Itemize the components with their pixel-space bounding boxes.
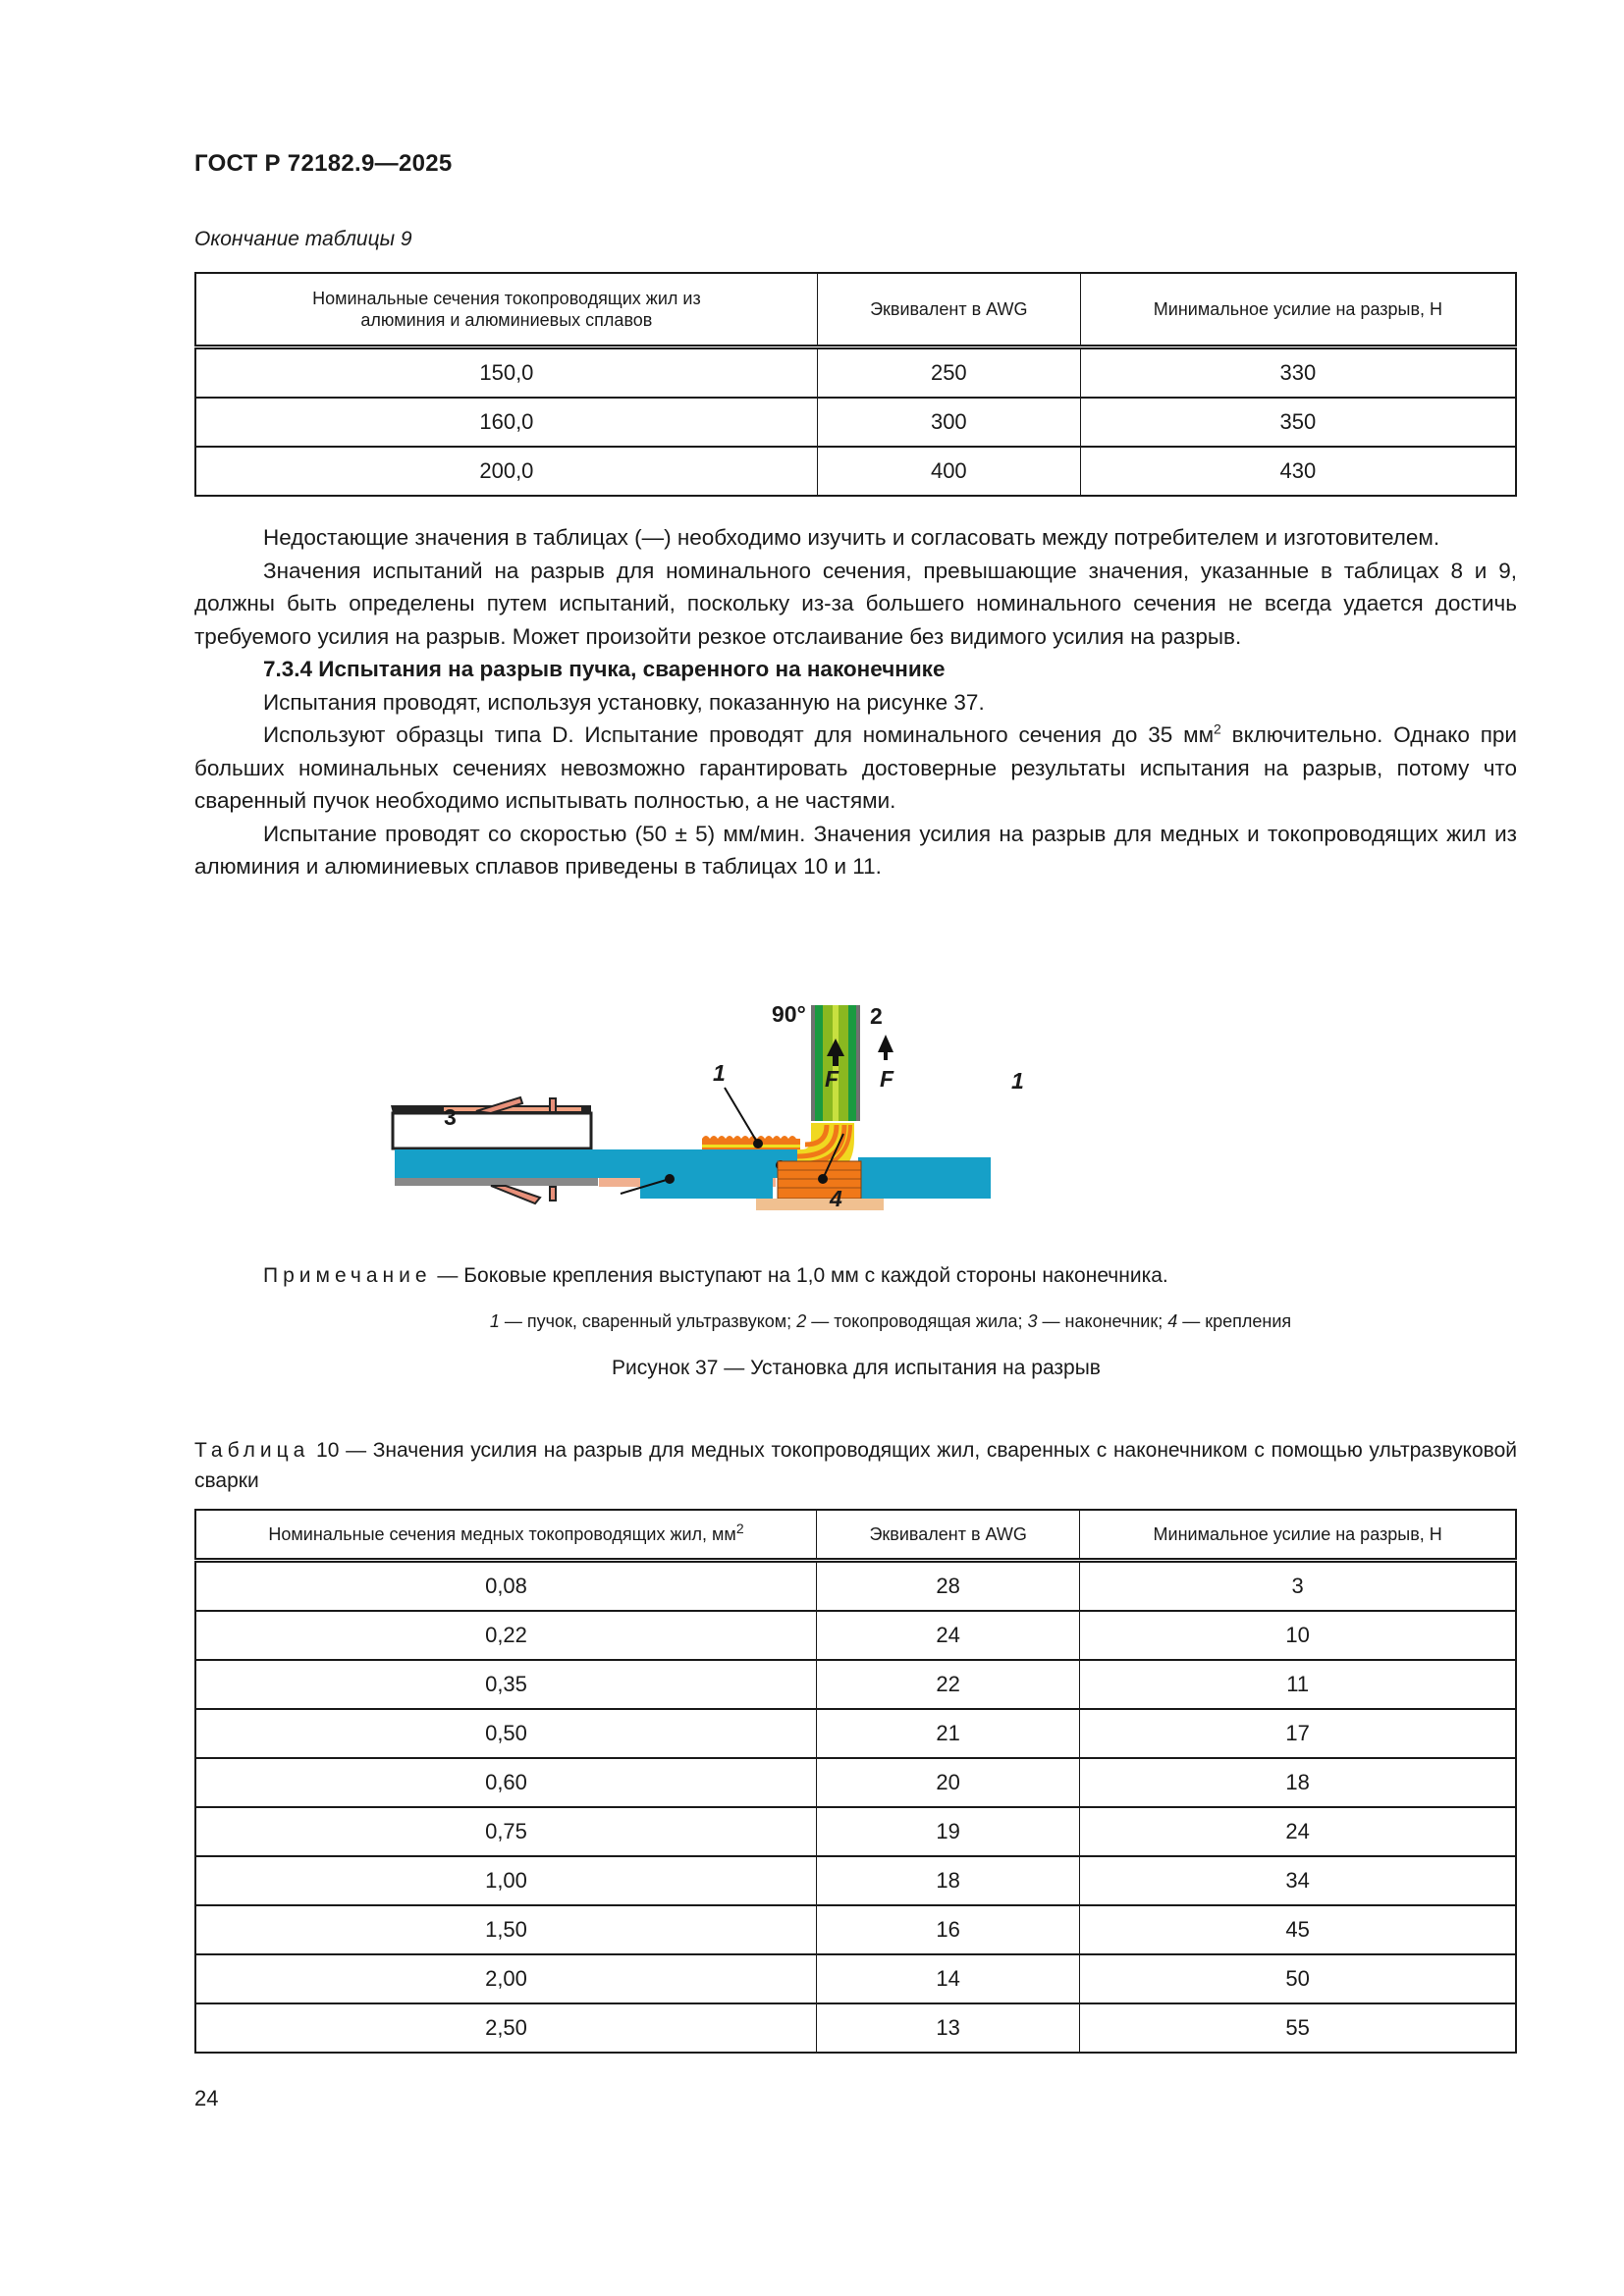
body-text — [194, 521, 1517, 883]
cell-force: 55 — [1080, 2003, 1516, 2053]
cell-force: 34 — [1080, 1856, 1516, 1905]
table-row — [195, 1561, 1516, 1612]
cell-section: 2,50 — [195, 2003, 817, 2053]
cell-force: 45 — [1080, 1905, 1516, 1954]
table-10 — [194, 1509, 1517, 2054]
table-title-text: 10 — Значения усилия на разрыв для медных токопроводящих жил, сваренных с наконечником с помощью ультразвуковой сварки — [194, 1439, 1517, 1492]
cell-awg: 13 — [817, 2003, 1080, 2053]
label-1-right: 1 — [1011, 1068, 1024, 1094]
legend-num: 4 — [1167, 1311, 1178, 1331]
label-4: 4 — [830, 1186, 842, 1211]
paragraph: Испытание проводят со скоростью (50 ± 5) мм/мин. Значения усилия на разрыв для медных и токопроводящих жил из алюминия и алюминиевых сплавов приведены в таблицах 10 и 11. — [194, 821, 1517, 879]
legend-text: — крепления — [1177, 1311, 1292, 1331]
table-row — [195, 1954, 1516, 2003]
column-header-section — [195, 273, 817, 347]
cell-section: 0,22 — [195, 1611, 817, 1660]
welded-bundle — [702, 1139, 800, 1149]
force-label: F — [825, 1066, 839, 1092]
table-title-label: Таблица — [194, 1439, 310, 1462]
angle-label: 90° — [772, 1001, 806, 1027]
force-label-right: F — [880, 1066, 894, 1092]
cell-awg: 24 — [817, 1611, 1080, 1660]
legend-text: — пучок, сваренный ультразвуком; — [499, 1311, 797, 1331]
cell-section: 1,00 — [195, 1856, 817, 1905]
column-header-awg: Эквивалент в AWG — [817, 1510, 1080, 1561]
terminal-bar-left — [640, 1157, 773, 1199]
column-header-force: Минимальное усилие на разрыв, Н — [1080, 273, 1516, 347]
cell-section: 160,0 — [195, 398, 817, 447]
cell-awg: 16 — [817, 1905, 1080, 1954]
cell-awg: 18 — [817, 1856, 1080, 1905]
cell-force: 350 — [1080, 398, 1516, 447]
cell-section: 0,75 — [195, 1807, 817, 1856]
cell-awg: 21 — [817, 1709, 1080, 1758]
cell-section: 1,50 — [195, 1905, 817, 1954]
cell-force: 430 — [1080, 447, 1516, 496]
cell-awg: 22 — [817, 1660, 1080, 1709]
cell-section: 0,35 — [195, 1660, 817, 1709]
paragraph-text: Используют образцы типа D. Испытание проводят для номинального сечения до 35 мм — [263, 722, 1215, 747]
cell-section: 150,0 — [195, 347, 817, 399]
section-heading: 7.3.4 Испытания на разрыв пучка, сваренного на наконечнике — [263, 657, 946, 681]
cell-section: 0,50 — [195, 1709, 817, 1758]
table-row — [195, 347, 1516, 399]
table-row — [195, 1660, 1516, 1709]
legend-text: — токопроводящая жила; — [806, 1311, 1028, 1331]
table-row — [195, 447, 1516, 496]
table-row — [195, 1709, 1516, 1758]
paragraph: Недостающие значения в таблицах (—) необходимо изучить и согласовать между потребителем и изготовителем. — [263, 525, 1440, 550]
force-arrow-icon — [878, 1035, 893, 1060]
cell-force: 18 — [1080, 1758, 1516, 1807]
table-header-row — [195, 1510, 1516, 1561]
cell-force: 24 — [1080, 1807, 1516, 1856]
cell-section: 0,60 — [195, 1758, 817, 1807]
cell-awg: 14 — [817, 1954, 1080, 2003]
cell-section: 200,0 — [195, 447, 817, 496]
column-header-text: Номинальные сечения токопроводящих жил из алюминия и алюминиевых сплавов — [312, 289, 701, 330]
note-text: — Боковые крепления выступают на 1,0 мм с каждой стороны наконечника. — [431, 1264, 1168, 1287]
paragraph: Значения испытаний на разрыв для номинального сечения, превышающие значения, указанные в таблицах 8 и 9, должны быть определены путем испытаний, поскольку из-за большего номинального сечения не всегда удается достичь требуемого усилия на разрыв. Может произойти резкое отслаивание без видимого усилия на разрыв. — [194, 558, 1517, 649]
label-1: 1 — [713, 1060, 726, 1086]
cell-awg: 20 — [817, 1758, 1080, 1807]
table-row — [195, 1611, 1516, 1660]
figure-37-diagram — [383, 1001, 1335, 1256]
cell-force: 330 — [1080, 347, 1516, 399]
cell-force: 11 — [1080, 1660, 1516, 1709]
legend-num: 2 — [796, 1311, 807, 1331]
column-header-text: Номинальные сечения медных токопроводящих жил, мм — [268, 1523, 736, 1544]
legend-text: — наконечник; — [1037, 1311, 1168, 1331]
column-header-awg: Эквивалент в AWG — [817, 273, 1080, 347]
cell-force: 50 — [1080, 1954, 1516, 2003]
mount-strip — [756, 1199, 884, 1210]
label-2: 2 — [870, 1003, 883, 1029]
table-10-title — [194, 1435, 1517, 1496]
table-row — [195, 398, 1516, 447]
standard-code-header: ГОСТ Р 72182.9—2025 — [194, 150, 453, 177]
paragraph: Испытания проводят, используя установку, показанную на рисунке 37. — [263, 689, 985, 715]
paragraph — [194, 719, 1517, 818]
cell-awg: 400 — [817, 447, 1080, 496]
label-3: 3 — [444, 1104, 457, 1130]
cell-force: 17 — [1080, 1709, 1516, 1758]
table-row — [195, 1758, 1516, 1807]
cell-awg: 19 — [817, 1807, 1080, 1856]
figure-caption: Рисунок 37 — Установка для испытания на разрыв — [612, 1357, 1101, 1379]
table-header-row — [195, 273, 1516, 347]
table-row — [195, 2003, 1516, 2053]
cell-force: 10 — [1080, 1611, 1516, 1660]
note-label: Примечание — [263, 1264, 432, 1287]
legend-num: 3 — [1027, 1311, 1038, 1331]
cell-awg: 28 — [817, 1561, 1080, 1612]
cell-section: 0,08 — [195, 1561, 817, 1612]
table-row — [195, 1807, 1516, 1856]
legend-num: 1 — [489, 1311, 500, 1331]
paragraph-text: включительно. Однако при больших номинальных сечениях невозможно гарантировать достоверные результаты испытания на разрыв, потому что сваренный пучок необходимо испытывать полностью, а не частями. — [194, 722, 1517, 813]
cell-force: 3 — [1080, 1561, 1516, 1612]
column-header-section — [195, 1510, 817, 1561]
table-row — [195, 1856, 1516, 1905]
figure-note — [263, 1264, 1168, 1288]
table-9 — [194, 272, 1517, 497]
cell-awg: 250 — [817, 347, 1080, 399]
superscript: 2 — [735, 1520, 744, 1536]
terminal-bar-right — [858, 1157, 991, 1199]
cell-section: 2,00 — [195, 1954, 817, 2003]
page-number: 24 — [194, 2086, 219, 2110]
tensile-test-setup-diagram — [383, 1001, 1335, 1256]
cell-awg: 300 — [817, 398, 1080, 447]
column-header-force: Минимальное усилие на разрыв, Н — [1080, 1510, 1516, 1561]
table-row — [195, 1905, 1516, 1954]
figure-legend — [0, 1311, 1624, 1332]
superscript: 2 — [1214, 721, 1221, 737]
table-9-continuation-label: Окончание таблицы 9 — [194, 228, 412, 250]
